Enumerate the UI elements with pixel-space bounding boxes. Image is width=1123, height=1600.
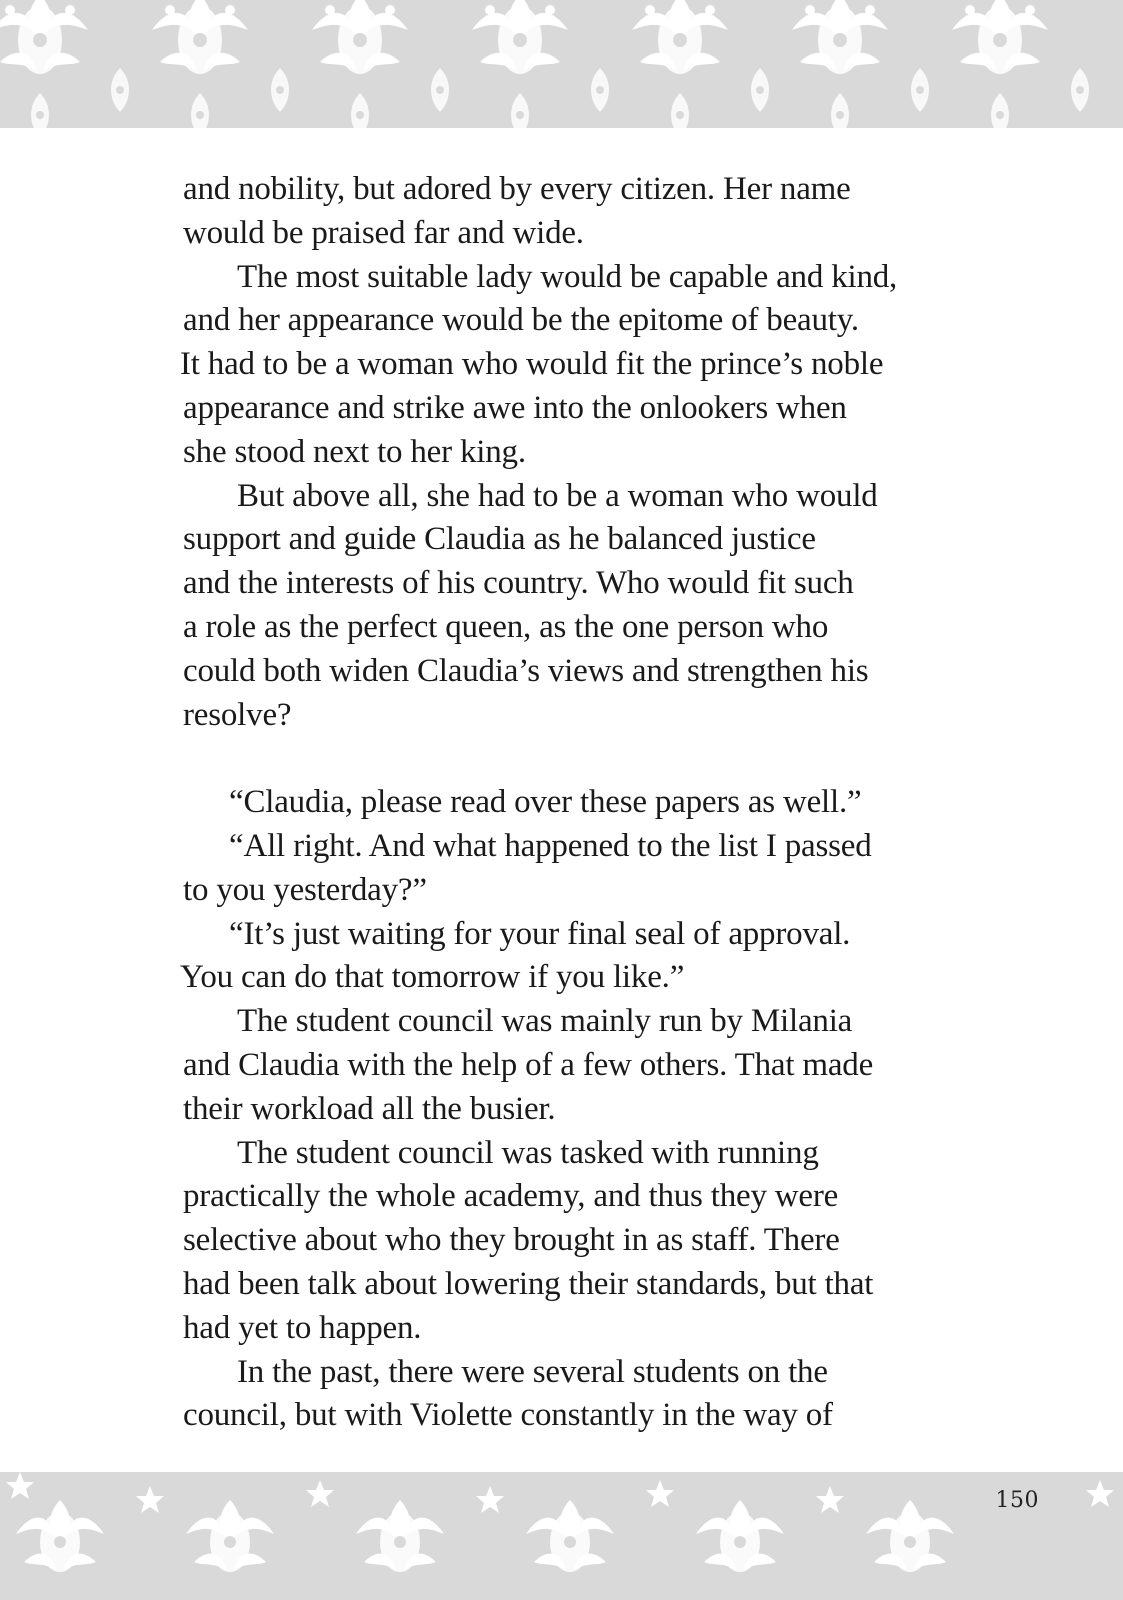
damask-ornament-with-stars-icon: [0, 1472, 1123, 1600]
text-line: selective about who they brought in as staff. There: [183, 1222, 840, 1259]
text-line: appearance and strike awe into the onlookers when: [183, 389, 847, 426]
text-line: had been talk about lowering their standards, but that: [183, 1265, 874, 1302]
text-line: “All right. And what happened to the list I passed: [229, 827, 872, 864]
top-decorative-band: [0, 0, 1123, 128]
text-line: to you yesterday?”: [183, 871, 427, 908]
page-number: 150: [995, 1488, 1039, 1513]
text-line: The most suitable lady would be capable and kind,: [237, 258, 898, 295]
text-line: a role as the perfect queen, as the one person who: [183, 608, 829, 645]
damask-ornament-icon: [0, 0, 1123, 128]
text-line: In the past, there were several students on the: [237, 1353, 828, 1390]
text-line: practically the whole academy, and thus they were: [183, 1178, 839, 1215]
text-line: and her appearance would be the epitome of beauty.: [183, 302, 859, 339]
story-text: [180, 168, 1003, 1438]
text-line: “It’s just waiting for your final seal of approval.: [229, 915, 851, 952]
text-line: their workload all the busier.: [183, 1090, 556, 1127]
text-line: would be praised far and wide.: [183, 214, 584, 251]
text-line: The student council was tasked with running: [237, 1134, 819, 1171]
text-line: resolve?: [183, 696, 292, 733]
text-line: council, but with Violette constantly in the way of: [183, 1397, 833, 1434]
text-line: It had to be a woman who would fit the prince’s noble: [180, 346, 884, 383]
bottom-decorative-band: [0, 1472, 1123, 1600]
section-break: [183, 737, 1003, 781]
text-line: The student council was mainly run by Milania: [237, 1003, 853, 1040]
text-line: had yet to happen.: [183, 1309, 422, 1346]
text-line: support and guide Claudia as he balanced justice: [183, 521, 816, 558]
text-line: and nobility, but adored by every citizen. Her name: [183, 171, 851, 207]
text-line: and the interests of his country. Who would fit such: [183, 565, 854, 602]
text-line: But above all, she had to be a woman who would: [237, 477, 878, 514]
text-line: she stood next to her king.: [183, 433, 526, 470]
text-line: “Claudia, please read over these papers as well.”: [229, 784, 862, 821]
text-line: and Claudia with the help of a few others. That made: [183, 1046, 874, 1083]
text-line: could both widen Claudia’s views and strengthen his: [183, 652, 869, 689]
text-line: You can do that tomorrow if you like.”: [180, 959, 685, 996]
